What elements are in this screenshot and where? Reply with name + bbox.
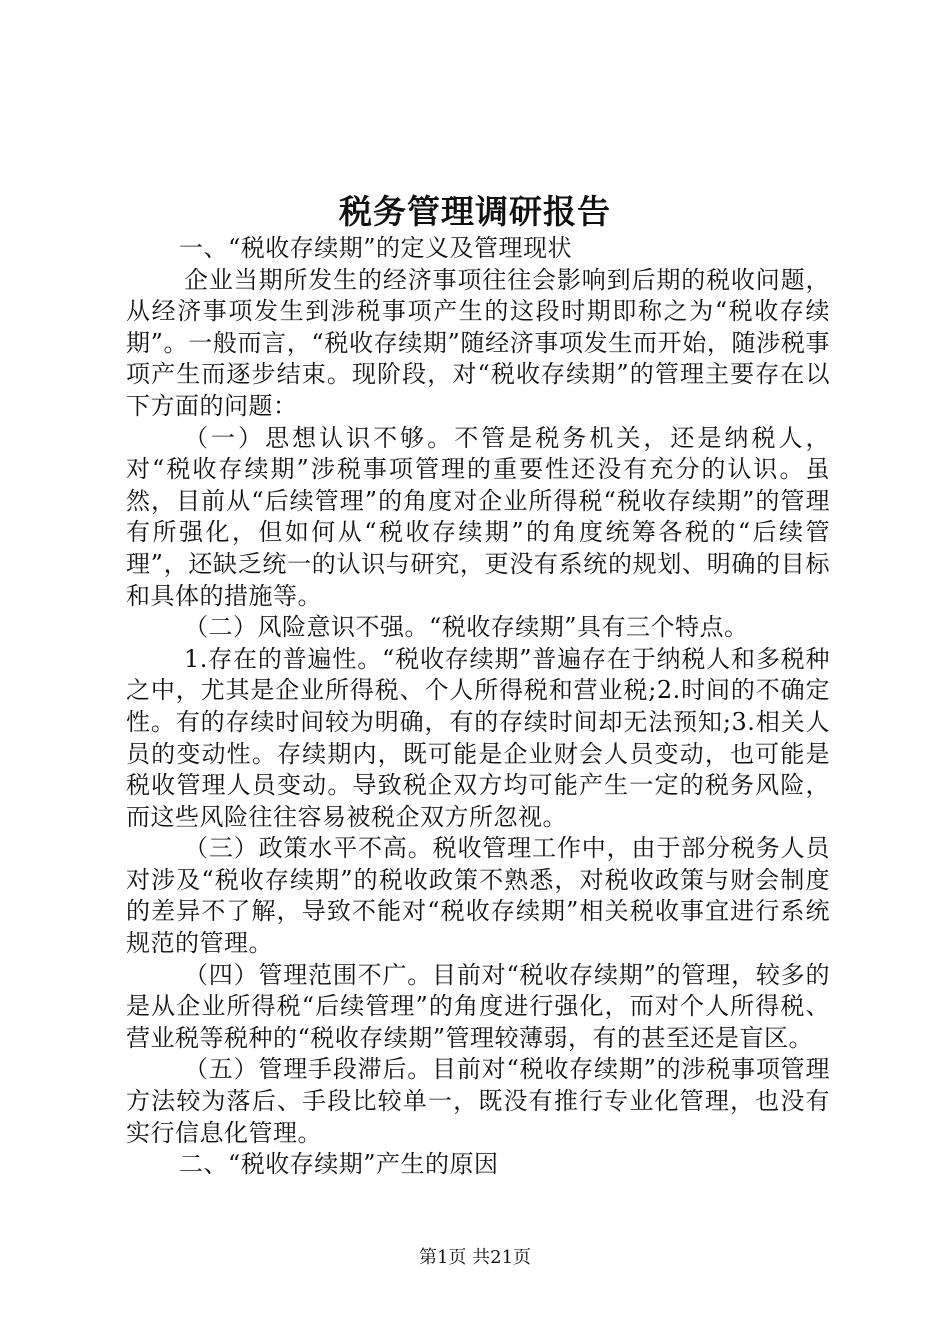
document-body	[126, 233, 830, 1181]
page-footer: 第1页 共21页	[418, 1247, 532, 1268]
paragraph-item-5: （五）管理手段滞后。目前对“税收存续期”的涉税事项管理方法较为落后、手段比较单一，既没有推行专业化管理，也没有实行信息化管理。	[126, 1055, 830, 1147]
paragraph-item-1: （一）思想认识不够。不管是税务机关，还是纳税人，对“税收存续期”涉税事项管理的重要性还没有充分的认识。虽然，目前从“后续管理”的角度对企业所得税“税收存续期”的管理有所强化，但如何从“税收存续期”的角度统筹各税的“后续管理”，还缺乏统一的认识与研究，更没有系统的规划、明确的目标和具体的措施等。	[126, 423, 830, 610]
paragraph-intro: 企业当期所发生的经济事项往往会影响到后期的税收问题，从经济事项发生到涉税事项产生的这段时期即称之为“税收存续期”。一般而言，“税收存续期”随经济事项发生而开始，随涉税事项产生而逐步结束。现阶段，对“税收存续期”的管理主要存在以下方面的问题：	[126, 265, 830, 420]
section-heading-1: 一、“税收存续期”的定义及管理现状	[179, 234, 573, 262]
section-heading-2: 二、“税收存续期”产生的原因	[179, 1150, 499, 1179]
paragraph-item-3: （三）政策水平不高。税收管理工作中，由于部分税务人员对涉及“税收存续期”的税收政策不熟悉，对税收政策与财会制度的差异不了解，导致不能对“税收存续期”相关税收事宜进行系统规范的管理。	[126, 834, 830, 958]
paragraph-item-4: （四）管理范围不广。目前对“税收存续期”的管理，较多的是从企业所得税“后续管理”的角度进行强化，而对个人所得税、营业税等税种的“税收存续期”管理较薄弱，有的甚至还是盲区。	[126, 960, 830, 1052]
paragraph-features: 1.存在的普遍性。“税收存续期”普遍存在于纳税人和多税种之中，尤其是企业所得税、个人所得税和营业税;2.时间的不确定性。有的存续时间较为明确，有的存续时间却无法预知;3.相关人员的变动性。存续期内，既可能是企业财会人员变动，也可能是税收管理人员变动。导致税企双方均可能产生一定的税务风险，而这些风险往往容易被税企双方所忽视。	[126, 644, 830, 831]
document-title: 税务管理调研报告	[339, 192, 611, 231]
paragraph-item-2: （二）风险意识不强。“税收存续期”具有三个特点。	[184, 613, 749, 642]
